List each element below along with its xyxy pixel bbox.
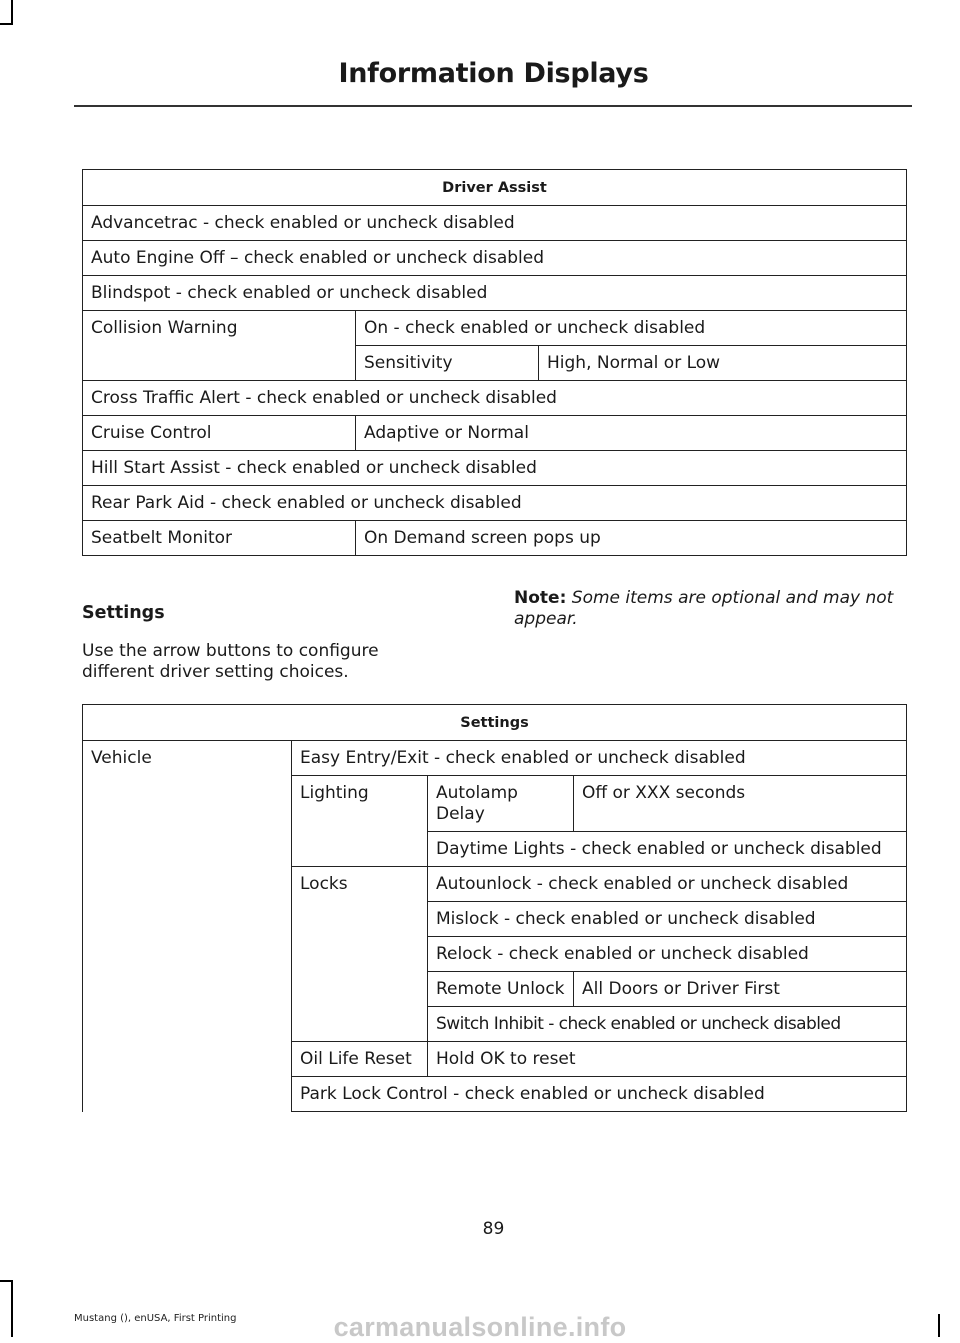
- settings-heading: Settings: [82, 603, 165, 623]
- table-row: [83, 311, 907, 346]
- table-cell: Adaptive or Normal: [356, 416, 907, 451]
- page-title: Information Displays: [338, 58, 649, 89]
- settings-description: Use the arrow buttons to configure different driver setting choices.: [82, 641, 379, 682]
- table-cell: Rear Park Aid - check enabled or uncheck disabled: [83, 486, 907, 521]
- table-cell: Daytime Lights - check enabled or uncheck disabled: [428, 832, 907, 867]
- table-row: [83, 705, 907, 741]
- table-cell: All Doors or Driver First: [574, 972, 907, 1007]
- table-row: [83, 241, 907, 276]
- crop-mark-bottom-left-horizontal: [0, 1280, 13, 1282]
- table-cell: On - check enabled or uncheck disabled: [356, 311, 907, 346]
- table-heading: Driver Assist: [83, 170, 907, 206]
- table-row: [83, 521, 907, 556]
- watermark: carmanualsonline.info: [333, 1312, 627, 1342]
- table-cell: Cruise Control: [83, 416, 356, 451]
- note-text: Some items are optional and may not appear.: [514, 588, 894, 629]
- table-cell: Locks: [292, 867, 428, 1042]
- crop-mark-top-left-vertical: [11, 0, 13, 24]
- print-info: Mustang (), enUSA, First Printing: [74, 1313, 237, 1324]
- table-cell: Auto Engine Off – check enabled or uncheck disabled: [83, 241, 907, 276]
- table-cell: Cross Traffic Alert - check enabled or uncheck disabled: [83, 381, 907, 416]
- table-row: [83, 416, 907, 451]
- settings-table: [82, 704, 907, 1112]
- table-cell: Lighting: [292, 776, 428, 867]
- table-cell: Off or XXX seconds: [574, 776, 907, 832]
- table-cell: Mislock - check enabled or uncheck disabled: [428, 902, 907, 937]
- table-cell: Oil Life Reset: [292, 1042, 428, 1077]
- table-heading: Settings: [83, 705, 907, 741]
- table-cell: High, Normal or Low: [539, 346, 907, 381]
- table-cell-vehicle: Vehicle: [83, 741, 292, 1112]
- table-row: [83, 486, 907, 521]
- table-row: [83, 741, 907, 776]
- table-cell: Autolamp Delay: [428, 776, 574, 832]
- table-cell: Remote Unlock: [428, 972, 574, 1007]
- table-cell: Hill Start Assist - check enabled or uncheck disabled: [83, 451, 907, 486]
- note-label: Note:: [514, 588, 567, 608]
- table-row: [83, 276, 907, 311]
- table-cell: On Demand screen pops up: [356, 521, 907, 556]
- table-cell: Switch Inhibit - check enabled or uncheck disabled: [428, 1007, 907, 1042]
- table-cell: Collision Warning: [83, 311, 356, 381]
- table-cell: Hold OK to reset: [428, 1042, 907, 1077]
- table-row: [83, 381, 907, 416]
- driver-assist-table: [82, 169, 907, 556]
- title-rule: [74, 105, 912, 107]
- table-row: [83, 451, 907, 486]
- table-row: [83, 206, 907, 241]
- table-cell: Easy Entry/Exit - check enabled or uncheck disabled: [292, 741, 907, 776]
- table-cell: Seatbelt Monitor: [83, 521, 356, 556]
- page-number: 89: [482, 1219, 505, 1239]
- table-cell: Relock - check enabled or uncheck disabled: [428, 937, 907, 972]
- table-cell: Blindspot - check enabled or uncheck disabled: [83, 276, 907, 311]
- table-cell: Sensitivity: [356, 346, 539, 381]
- table-cell: Autounlock - check enabled or uncheck disabled: [428, 867, 907, 902]
- note: [514, 588, 906, 630]
- table-row: [83, 170, 907, 206]
- table-cell: Park Lock Control - check enabled or uncheck disabled: [292, 1077, 907, 1112]
- crop-mark-top-left-horizontal: [0, 23, 13, 25]
- table-cell: Advancetrac - check enabled or uncheck disabled: [83, 206, 907, 241]
